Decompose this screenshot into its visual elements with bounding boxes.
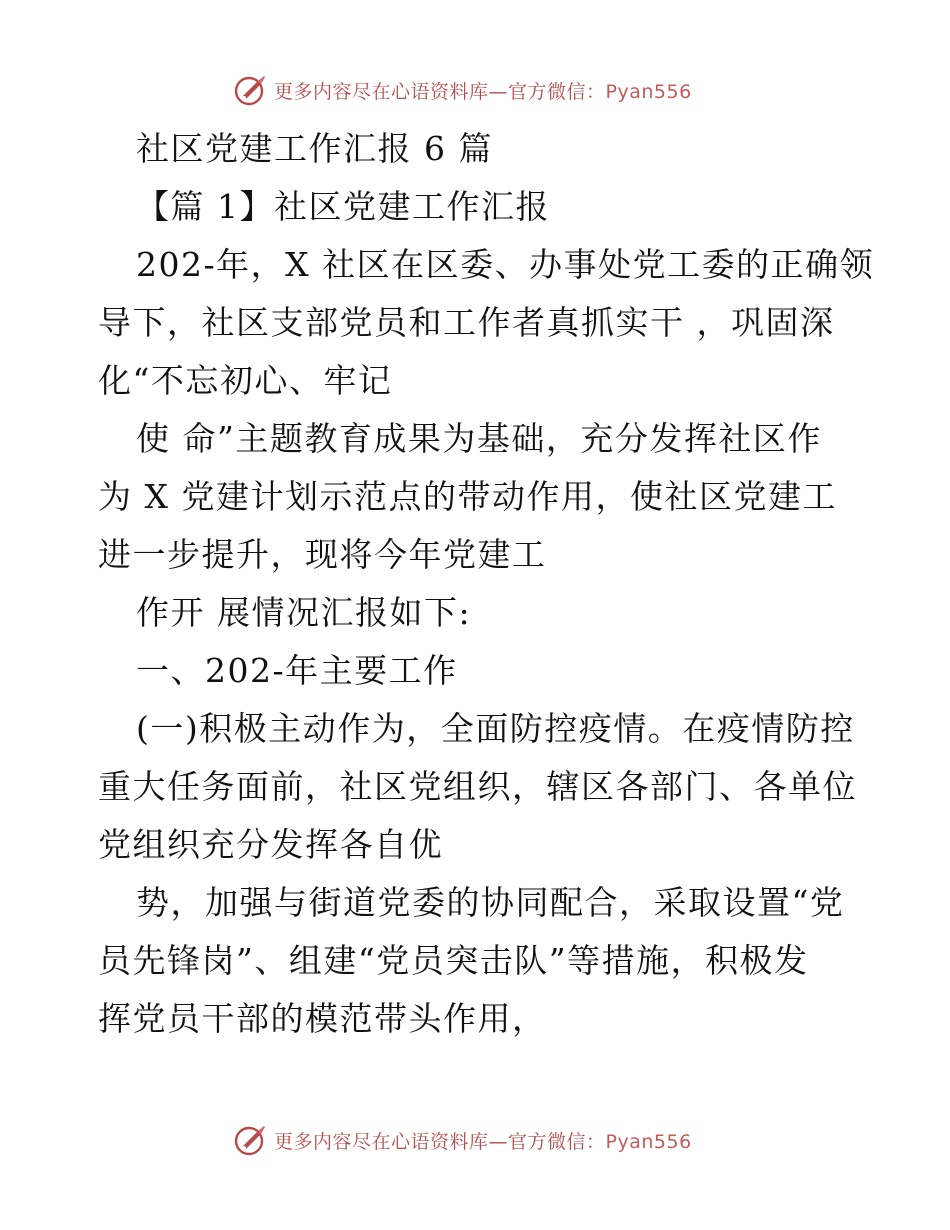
watermark-text xyxy=(274,77,692,104)
watermark-dash: — xyxy=(488,1130,509,1153)
section-heading: 【篇 1】社区党建工作汇报 xyxy=(136,187,550,226)
quill-pen-logo-icon xyxy=(234,73,268,107)
watermark-slogan: 更多内容尽在心语资料库 xyxy=(274,1130,489,1153)
paragraph-line: 化“不忘初心、牢记 xyxy=(98,361,393,400)
watermark-wechat-id: Pyan556 xyxy=(605,80,692,103)
watermark-slogan: 更多内容尽在心语资料库 xyxy=(274,80,489,103)
paragraph-line: 使 命”主题教育成果为基础，充分发挥社区作 xyxy=(136,419,822,458)
watermark-contact-label: 官方微信： xyxy=(508,1130,606,1153)
paragraph-line: 员先锋岗”、组建“党员突击队”等措施，积极发 xyxy=(98,941,809,980)
quill-pen-logo-icon xyxy=(234,1123,268,1157)
watermark-wechat-id: Pyan556 xyxy=(605,1130,692,1153)
footer-watermark xyxy=(234,1122,692,1158)
document-title: 社区党建工作汇报 6 篇 xyxy=(136,129,493,168)
watermark-dash: — xyxy=(488,80,509,103)
paragraph-line: 势，加强与街道党委的协同配合，采取设置“党 xyxy=(136,883,845,922)
header-watermark xyxy=(234,72,692,108)
watermark-text xyxy=(274,1127,692,1154)
subsection-heading: 一、202-年主要工作 xyxy=(136,651,458,690)
paragraph-line: 党组织充分发挥各自优 xyxy=(98,825,443,864)
paragraph-line: 导下，社区支部党员和工作者真抓实干 ，巩固深 xyxy=(98,303,835,342)
paragraph-line: 为 X 党建计划示范点的带动作用，使社区党建工 xyxy=(98,477,837,516)
paragraph-line: (一)积极主动作为，全面防控疫情。在疫情防控 xyxy=(136,709,855,748)
watermark-contact-label: 官方微信： xyxy=(508,80,606,103)
paragraph-line: 重大任务面前，社区党组织，辖区各部门、各单位 xyxy=(98,767,857,806)
paragraph-line: 挥党员干部的模范带头作用， xyxy=(98,999,547,1038)
paragraph-line: 进一步提升，现将今年党建工 xyxy=(98,535,547,574)
paragraph-line: 作开 展情况汇报如下: xyxy=(136,593,472,632)
paragraph-line: 202-年，X 社区在区委、办事处党工委的正确领 xyxy=(136,245,875,284)
